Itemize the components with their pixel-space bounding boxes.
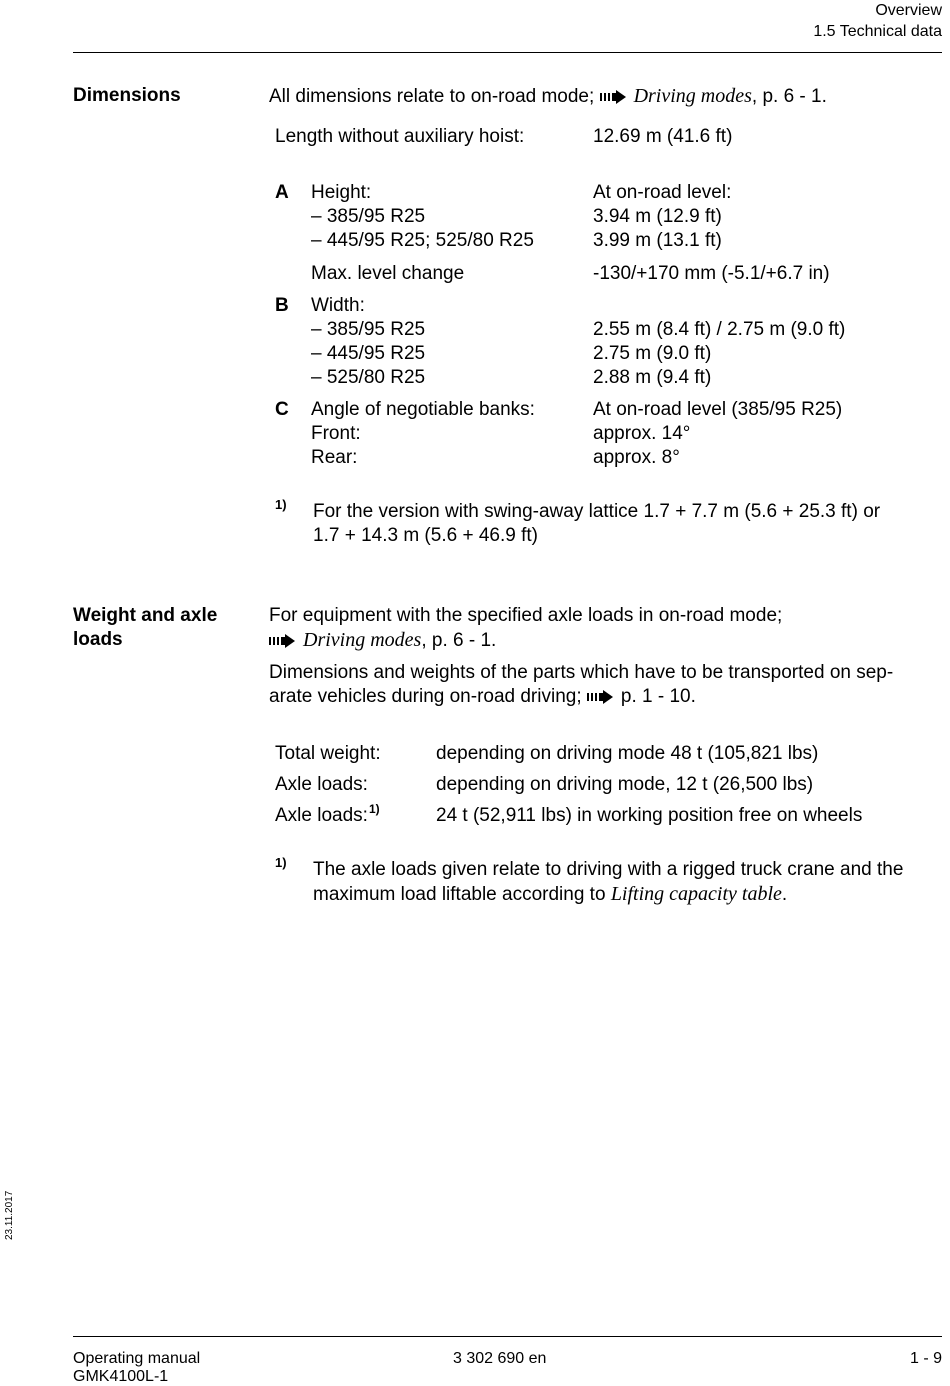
weight-para1-line2 bbox=[269, 629, 496, 652]
footer-doc-number: 3 302 690 en bbox=[453, 1350, 547, 1367]
angle-row-value: approx. 8° bbox=[593, 447, 680, 468]
weight-para2-line1: Dimensions and weights of the parts which have to be transported on sep- bbox=[269, 662, 894, 683]
dimensions-intro-text: All dimensions relate to on-road mode; bbox=[269, 86, 595, 107]
length-value: 12.69 m (41.6 ft) bbox=[593, 126, 733, 147]
width-row-label: – 445/95 R25 bbox=[311, 343, 426, 364]
cross-reference-arrow-icon bbox=[269, 634, 295, 648]
side-date: 23.11.2017 bbox=[4, 1190, 15, 1240]
weight-row-label bbox=[275, 802, 380, 827]
footnote-line bbox=[313, 883, 787, 906]
angle-label: Angle of negotiable banks: bbox=[311, 399, 535, 420]
width-row-label: – 525/80 R25 bbox=[311, 367, 426, 388]
weight-row-value: depending on driving mode, 12 t (26,500 lbs) bbox=[436, 774, 814, 795]
angle-row-label: Front: bbox=[311, 423, 361, 444]
footnote-line: For the version with swing-away lattice 1.7 + 7.7 m (5.6 + 25.3 ft) or bbox=[313, 501, 881, 522]
width-letter: B bbox=[275, 295, 289, 316]
footer-doc-title: Operating manual bbox=[73, 1350, 201, 1367]
width-label: Width: bbox=[311, 295, 365, 316]
height-row-label: – 385/95 R25 bbox=[311, 206, 426, 227]
footnote-text: maximum load liftable according to bbox=[313, 884, 606, 905]
dimensions-heading: Dimensions bbox=[73, 85, 181, 106]
height-label: Height: bbox=[311, 182, 372, 203]
weight-heading-cont: loads bbox=[73, 629, 123, 650]
footnote-mark: 1) bbox=[275, 855, 287, 870]
height-row-value: 3.99 m (13.1 ft) bbox=[593, 230, 722, 251]
header-chapter: Overview bbox=[875, 2, 942, 19]
weight-heading: Weight and axle bbox=[73, 605, 218, 626]
weight-para1-line1: For equipment with the specified axle loads in on-road mode; bbox=[269, 605, 783, 626]
header-rule bbox=[73, 52, 942, 53]
footnote-line: The axle loads given relate to driving with a rigged truck crane and the bbox=[313, 859, 904, 880]
width-row-value: 2.75 m (9.0 ft) bbox=[593, 343, 712, 364]
footer-page-number: 1 - 9 bbox=[909, 1350, 942, 1367]
height-value: At on-road level: bbox=[593, 182, 732, 203]
weight-para2-text: arate vehicles during on-road driving; bbox=[269, 686, 582, 707]
footnote-superscript: 1) bbox=[368, 802, 380, 816]
angle-row-value: approx. 14° bbox=[593, 423, 691, 444]
driving-modes-link[interactable]: Driving modes bbox=[633, 85, 752, 107]
lifting-capacity-table-link[interactable]: Lifting capacity table bbox=[610, 883, 782, 905]
angle-letter: C bbox=[275, 399, 289, 420]
width-row-value: 2.55 m (8.4 ft) / 2.75 m (9.0 ft) bbox=[593, 319, 846, 340]
angle-value: At on-road level (385/95 R25) bbox=[593, 399, 843, 420]
height-letter: A bbox=[275, 182, 289, 203]
dimensions-intro-page: , p. 6 - 1. bbox=[751, 86, 827, 107]
level-change-value: -130/+170 mm (-5.1/+6.7 in) bbox=[593, 263, 830, 284]
cross-reference-arrow-icon bbox=[600, 90, 626, 104]
cross-reference-arrow-icon bbox=[587, 690, 613, 704]
footer-model: GMK4100L-1 bbox=[73, 1368, 169, 1385]
footnote-mark: 1) bbox=[275, 497, 287, 512]
width-row-value: 2.88 m (9.4 ft) bbox=[593, 367, 712, 388]
weight-para2-line2 bbox=[269, 686, 696, 708]
weight-row-label-text: Axle loads: bbox=[275, 805, 368, 826]
angle-row-label: Rear: bbox=[311, 447, 358, 468]
weight-row-label: Total weight: bbox=[275, 743, 381, 764]
page-reference-link[interactable]: p. 1 - 10. bbox=[620, 686, 696, 707]
dimensions-intro bbox=[269, 85, 827, 108]
footnote-period: . bbox=[781, 884, 788, 905]
weight-row-value: depending on driving mode 48 t (105,821 lbs) bbox=[436, 743, 819, 764]
weight-para1-page: , p. 6 - 1. bbox=[421, 630, 497, 651]
header-section: 1.5 Technical data bbox=[813, 23, 942, 40]
driving-modes-link[interactable]: Driving modes bbox=[303, 629, 422, 651]
footer-rule bbox=[73, 1336, 942, 1337]
width-row-label: – 385/95 R25 bbox=[311, 319, 426, 340]
weight-row-value: 24 t (52,911 lbs) in working position free on wheels bbox=[436, 805, 863, 826]
footnote-line: 1.7 + 14.3 m (5.6 + 46.9 ft) bbox=[313, 525, 538, 546]
height-row-value: 3.94 m (12.9 ft) bbox=[593, 206, 722, 227]
length-label: Length without auxiliary hoist: bbox=[275, 126, 525, 147]
level-change-label: Max. level change bbox=[311, 263, 465, 284]
weight-row-label: Axle loads: bbox=[275, 774, 368, 795]
height-row-label: – 445/95 R25; 525/80 R25 bbox=[311, 230, 534, 251]
